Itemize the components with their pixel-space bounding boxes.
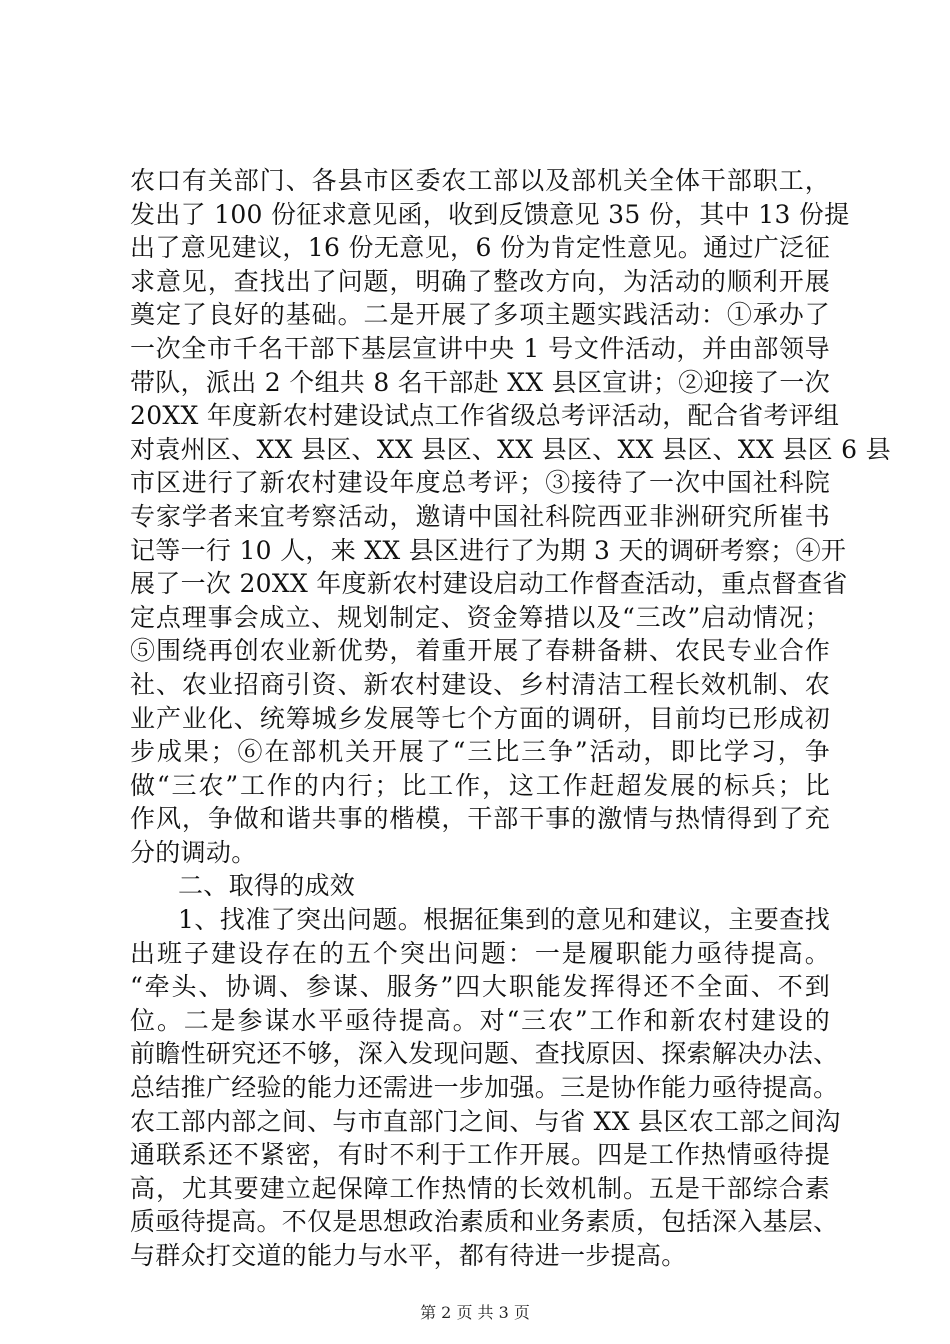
body-text [130, 164, 891, 1273]
text-line: 出了意见建议，16 份无意见，6 份为肯定性意见。通过广泛征 [130, 233, 830, 263]
text-line: 展了一次 20XX 年度新农村建设启动工作督查活动，重点督查省 [130, 569, 848, 599]
text-line: 农工部内部之间、与市直部门之间、与省 XX 县区农工部之间沟 [130, 1106, 841, 1136]
text-line: 专家学者来宜考察活动，邀请中国社科院西亚非洲研究所崔书 [130, 501, 830, 531]
page-number-label: 第 2 页 共 3 页 [420, 1303, 530, 1322]
text-line: 总结推广经验的能力还需进一步加强。三是协作能力亟待提高。 [130, 1073, 839, 1103]
text-line: 带队，派出 2 个组共 8 名干部赴 XX 县区宣讲；②迎接了一次 [130, 367, 830, 397]
text-line: 奠定了良好的基础。二是开展了多项主题实践活动：①承办了 [130, 300, 830, 330]
text-line: 分的调动。 [130, 837, 257, 867]
text-line: 一次全市千名干部下基层宣讲中央 1 号文件活动，并由部领导 [130, 333, 830, 363]
section-heading: 二、取得的成效 [178, 871, 356, 901]
text-line: 市区进行了新农村建设年度总考评；③接待了一次中国社科院 [130, 468, 830, 498]
text-line: 农口有关部门、各县市区委农工部以及部机关全体干部职工， [130, 166, 830, 195]
text-line: “牵头、协调、参谋、服务”四大职能发挥得还不全面、不到 [130, 972, 830, 1002]
text-line: 通联系还不紧密，有时不利于工作开展。四是工作热情亟待提 [130, 1140, 830, 1170]
text-line: ⑤围绕再创农业新优势，着重开展了春耕备耕、农民专业合作 [130, 636, 830, 666]
text-line: 1、找准了突出问题。根据征集到的意见和建议，主要查找 [178, 905, 830, 935]
text-line: 发出了 100 份征求意见函，收到反馈意见 35 份，其中 13 份提 [130, 199, 850, 229]
text-line: 前瞻性研究还不够，深入发现问题、查找原因、探索解决办法、 [130, 1039, 839, 1069]
text-line: 高，尤其要建立起保障工作热情的长效机制。五是干部综合素 [130, 1173, 830, 1203]
text-line: 出班子建设存在的五个突出问题：一是履职能力亟待提高。 [130, 938, 830, 968]
page-footer [0, 1300, 950, 1323]
text-line: 作风，争做和谐共事的楷模，干部干事的激情与热情得到了充 [130, 804, 830, 834]
text-line: 20XX 年度新农村建设试点工作省级总考评活动，配合省考评组 [130, 401, 840, 431]
text-line: 定点理事会成立、规划制定、资金筹措以及“三改”启动情况； [130, 602, 830, 632]
text-line: 质亟待提高。不仅是思想政治素质和业务素质，包括深入基层、 [130, 1207, 839, 1237]
text-line: 与群众打交道的能力与水平，都有待进一步提高。 [130, 1241, 687, 1270]
text-line: 位。二是参谋水平亟待提高。对“三农”工作和新农村建设的 [130, 1005, 830, 1035]
text-line: 社、农业招商引资、新农村建设、乡村清洁工程长效机制、农 [130, 669, 830, 699]
text-line: 记等一行 10 人，来 XX 县区进行了为期 3 天的调研考察；④开 [130, 535, 847, 565]
text-line: 对袁州区、XX 县区、XX 县区、XX 县区、XX 县区、XX 县区 6 县 [130, 434, 891, 464]
text-line: 步成果；⑥在部机关开展了“三比三争”活动，即比学习，争 [130, 737, 830, 767]
text-line: 做“三农”工作的内行；比工作，这工作赶超发展的标兵；比 [130, 770, 830, 800]
text-line: 业产业化、统筹城乡发展等七个方面的调研，目前均已形成初 [130, 703, 830, 733]
text-line: 求意见，查找出了问题，明确了整改方向，为活动的顺利开展 [130, 266, 830, 296]
